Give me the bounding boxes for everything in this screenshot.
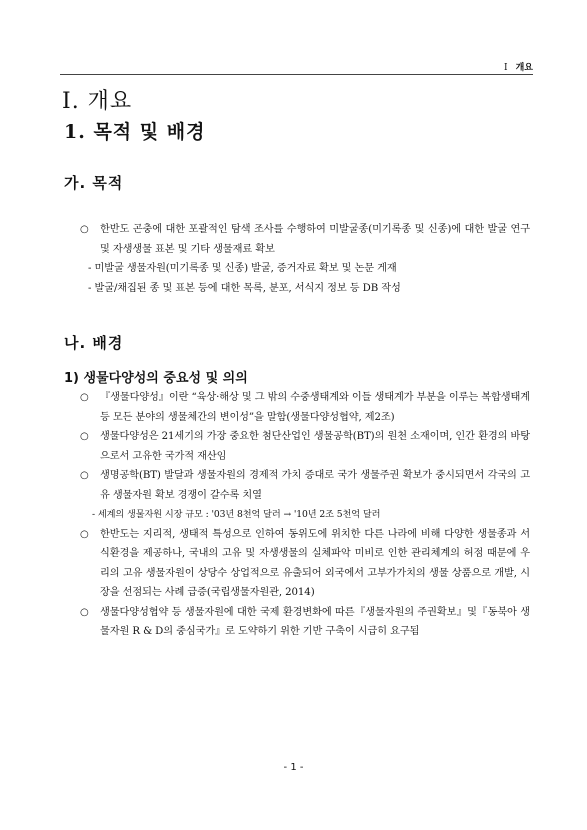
running-header [504, 60, 533, 73]
page-number: - 1 - [283, 762, 304, 773]
background-bullet-text: 생물다양성은 21세기의 가장 중요한 첨단산업인 생물공학(BT)의 원천 소재이며, 인간 환경의 바탕으로서 고유한 국가적 재산임 [100, 431, 530, 462]
background-bullet-text: 한반도는 지리적, 생태적 특성으로 인하여 동위도에 위치한 다른 나라에 비해 다양한 생물종과 서식환경을 제공하나, 국내의 고유 및 자생생물의 실체파악 미비로 인한 관리체계의 허점 때문에 우리의 고유 생물자원이 상당수 상업적으로 유출되어 외국에서 고부가가치의 생물 상품으로 개발, 시장을 선점되는 사례 급증(국립생물자원관, 2014) [100, 528, 530, 598]
bullet-mark: ○ [80, 470, 89, 481]
purpose-bullet [80, 220, 530, 259]
running-header-title: 개요 [515, 63, 533, 73]
bullet-mark: ○ [80, 224, 89, 235]
bullet-mark: ○ [80, 392, 89, 403]
background-bullet-text: 생명공학(BT) 발달과 생물자원의 경제적 가치 증대로 국가 생물주권 확보가 중시되면서 각국의 고유 생물자원 확보 경쟁이 갈수록 치열 [100, 470, 530, 501]
bullet-mark: ○ [80, 528, 89, 540]
purpose-dash-item: - 미발굴 생물자원(미기록종 및 신종) 발굴, 증거자료 확보 및 논문 게재 [88, 263, 397, 274]
purpose-dash-item: - 발굴/채집된 종 및 표본 등에 대한 목록, 분포, 서식지 정보 등 DB 작성 [88, 282, 401, 294]
background-bullet-text: 『생물다양성』이란 “육상·해상 및 그 밖의 수중생태계와 이들 생태계가 부분을 이루는 복합생태계 등 모든 분야의 생물체간의 변이성”을 말함(생물다양성협약, 제2조) [100, 392, 530, 423]
purpose-bullet-text: 한반도 곤충에 대한 포괄적인 탐색 조사를 수행하여 미발굴종(미기록종 및 신종)에 대한 발굴 연구 및 자생생물 표본 및 기타 생물재료 확보 [100, 224, 530, 255]
running-header-numeral: Ⅰ [504, 63, 508, 73]
subsection-background-title: 나. 배경 [64, 334, 124, 352]
chapter-title: Ⅰ. 개요 [62, 89, 133, 114]
biodiversity-subheading: 1) 생물다양성의 중요성 및 의의 [64, 371, 248, 386]
background-bullet [80, 388, 530, 427]
purpose-content [80, 220, 530, 298]
background-bullet-text: 생물다양성협약 등 생물자원에 대한 국제 환경변화에 따른『생물자원의 주권확보』및『동북아 생물자원 R & D의 중심국가』로 도약하기 위한 기반 구축이 시급히 요구됨 [100, 606, 530, 637]
header-divider [60, 74, 533, 75]
background-bullet [80, 466, 530, 505]
background-bullet [80, 427, 530, 466]
subsection-purpose-title: 가. 목적 [64, 174, 124, 192]
bullet-mark: ○ [80, 606, 89, 618]
market-size-note: - 세계의 생물자원 시장 규모 : '03년 8천억 달러 → '10년 2조 5천억 달러 [92, 509, 381, 520]
section-title: 1. 목적 및 배경 [64, 121, 206, 143]
bullet-mark: ○ [80, 431, 89, 442]
background-bullet [80, 603, 530, 642]
background-content [80, 388, 530, 642]
background-bullet [80, 525, 530, 603]
